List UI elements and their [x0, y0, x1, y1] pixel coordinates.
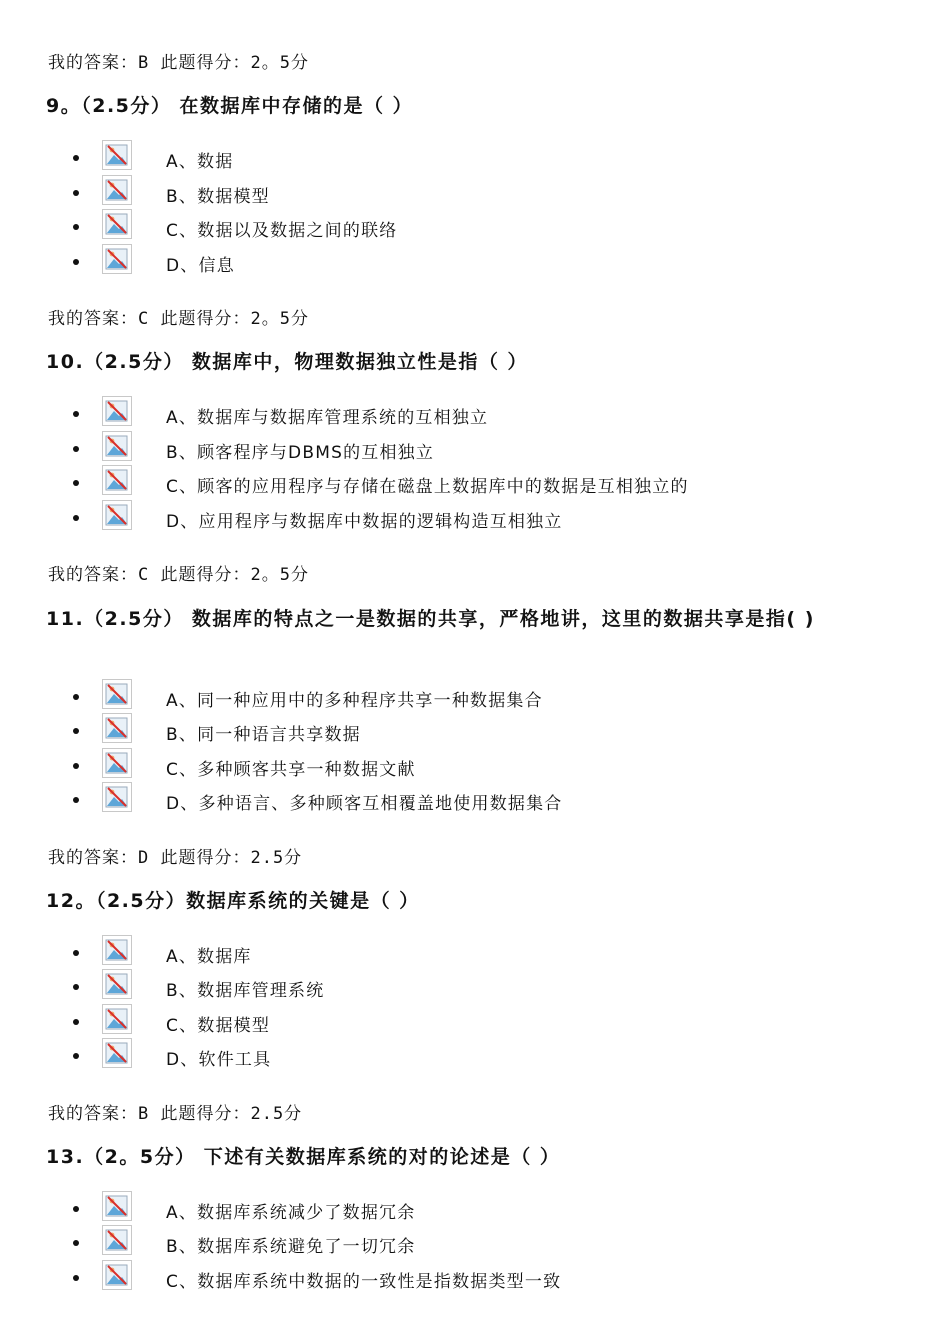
bullet [73, 694, 79, 700]
bullet [73, 950, 79, 956]
option-label: B、数据库管理系统 [166, 981, 325, 1001]
option-label: A、数据库 [166, 947, 252, 967]
option-label: C、多种顾客共享一种数据文献 [166, 760, 416, 780]
bullet [73, 1206, 79, 1212]
question-title-q9: 9。（2.5分） 在数据库中存储的是（ ） [46, 95, 414, 117]
question-title-q11: 11.（2.5分） 数据库的特点之一是数据的共享，严格地讲，这里的数据共享是指( ) [46, 608, 815, 630]
option-label: A、数据库与数据库管理系统的互相独立 [166, 408, 489, 428]
bullet [73, 515, 79, 521]
broken-image-icon [102, 500, 132, 530]
bullet [73, 446, 79, 452]
broken-image-icon [102, 935, 132, 965]
broken-image-icon [102, 782, 132, 812]
option-item[interactable] [0, 431, 950, 465]
broken-image-icon [102, 969, 132, 999]
bullet [73, 1053, 79, 1059]
bullet [73, 224, 79, 230]
option-item[interactable] [0, 782, 950, 816]
question-title-q12: 12。（2.5分）数据库系统的关键是（ ） [46, 890, 420, 912]
bullet [73, 984, 79, 990]
bullet [73, 1240, 79, 1246]
bullet [73, 1275, 79, 1281]
option-label: B、顾客程序与DBMS的互相独立 [166, 443, 435, 463]
bullet [73, 190, 79, 196]
answer-line-q12: 我的答案：B 此题得分：2.5分 [48, 1104, 303, 1124]
bullet [73, 411, 79, 417]
option-item[interactable] [0, 1260, 950, 1294]
option-item[interactable] [0, 969, 950, 1003]
broken-image-icon [102, 1004, 132, 1034]
option-item[interactable] [0, 679, 950, 713]
broken-image-icon [102, 244, 132, 274]
option-item[interactable] [0, 396, 950, 430]
broken-image-icon [102, 1225, 132, 1255]
option-label: D、应用程序与数据库中数据的逻辑构造互相独立 [166, 512, 563, 532]
option-label: D、信息 [166, 256, 235, 276]
bullet [73, 1019, 79, 1025]
bullet [73, 259, 79, 265]
broken-image-icon [102, 713, 132, 743]
option-item[interactable] [0, 244, 950, 278]
option-label: D、多种语言、多种顾客互相覆盖地使用数据集合 [166, 794, 563, 814]
bullet [73, 797, 79, 803]
option-label: B、同一种语言共享数据 [166, 725, 361, 745]
option-item[interactable] [0, 1004, 950, 1038]
answer-line-q9: 我的答案：C 此题得分：2。5分 [48, 309, 309, 329]
option-label: B、数据库系统避免了一切冗余 [166, 1237, 416, 1257]
option-label: C、数据以及数据之间的联络 [166, 221, 398, 241]
option-label: D、软件工具 [166, 1050, 272, 1070]
option-item[interactable] [0, 175, 950, 209]
option-label: B、数据模型 [166, 187, 270, 207]
option-label: C、顾客的应用程序与存储在磁盘上数据库中的数据是互相独立的 [166, 477, 689, 497]
broken-image-icon [102, 748, 132, 778]
option-item[interactable] [0, 209, 950, 243]
broken-image-icon [102, 1260, 132, 1290]
broken-image-icon [102, 209, 132, 239]
option-label: C、数据库系统中数据的一致性是指数据类型一致 [166, 1272, 562, 1292]
broken-image-icon [102, 140, 132, 170]
broken-image-icon [102, 175, 132, 205]
bullet [73, 155, 79, 161]
bullet [73, 480, 79, 486]
bullet [73, 763, 79, 769]
question-title-q13: 13.（2。5分） 下述有关数据库系统的对的论述是（ ） [46, 1146, 561, 1168]
question-title-q10: 10.（2.5分） 数据库中，物理数据独立性是指（ ） [46, 351, 529, 373]
option-item[interactable] [0, 465, 950, 499]
broken-image-icon [102, 431, 132, 461]
option-item[interactable] [0, 935, 950, 969]
option-item[interactable] [0, 713, 950, 747]
broken-image-icon [102, 396, 132, 426]
option-item[interactable] [0, 500, 950, 534]
broken-image-icon [102, 1038, 132, 1068]
option-item[interactable] [0, 1191, 950, 1225]
answer-line-q8: 我的答案：B 此题得分：2。5分 [48, 53, 309, 73]
option-label: A、同一种应用中的多种程序共享一种数据集合 [166, 691, 543, 711]
broken-image-icon [102, 1191, 132, 1221]
option-item[interactable] [0, 748, 950, 782]
answer-line-q11: 我的答案：D 此题得分：2.5分 [48, 848, 303, 868]
broken-image-icon [102, 679, 132, 709]
answer-line-q10: 我的答案：C 此题得分：2。5分 [48, 565, 309, 585]
option-label: A、数据 [166, 152, 234, 172]
option-item[interactable] [0, 1225, 950, 1259]
bullet [73, 728, 79, 734]
option-label: A、数据库系统减少了数据冗余 [166, 1203, 416, 1223]
option-item[interactable] [0, 1038, 950, 1072]
option-item[interactable] [0, 140, 950, 174]
option-label: C、数据模型 [166, 1016, 271, 1036]
broken-image-icon [102, 465, 132, 495]
